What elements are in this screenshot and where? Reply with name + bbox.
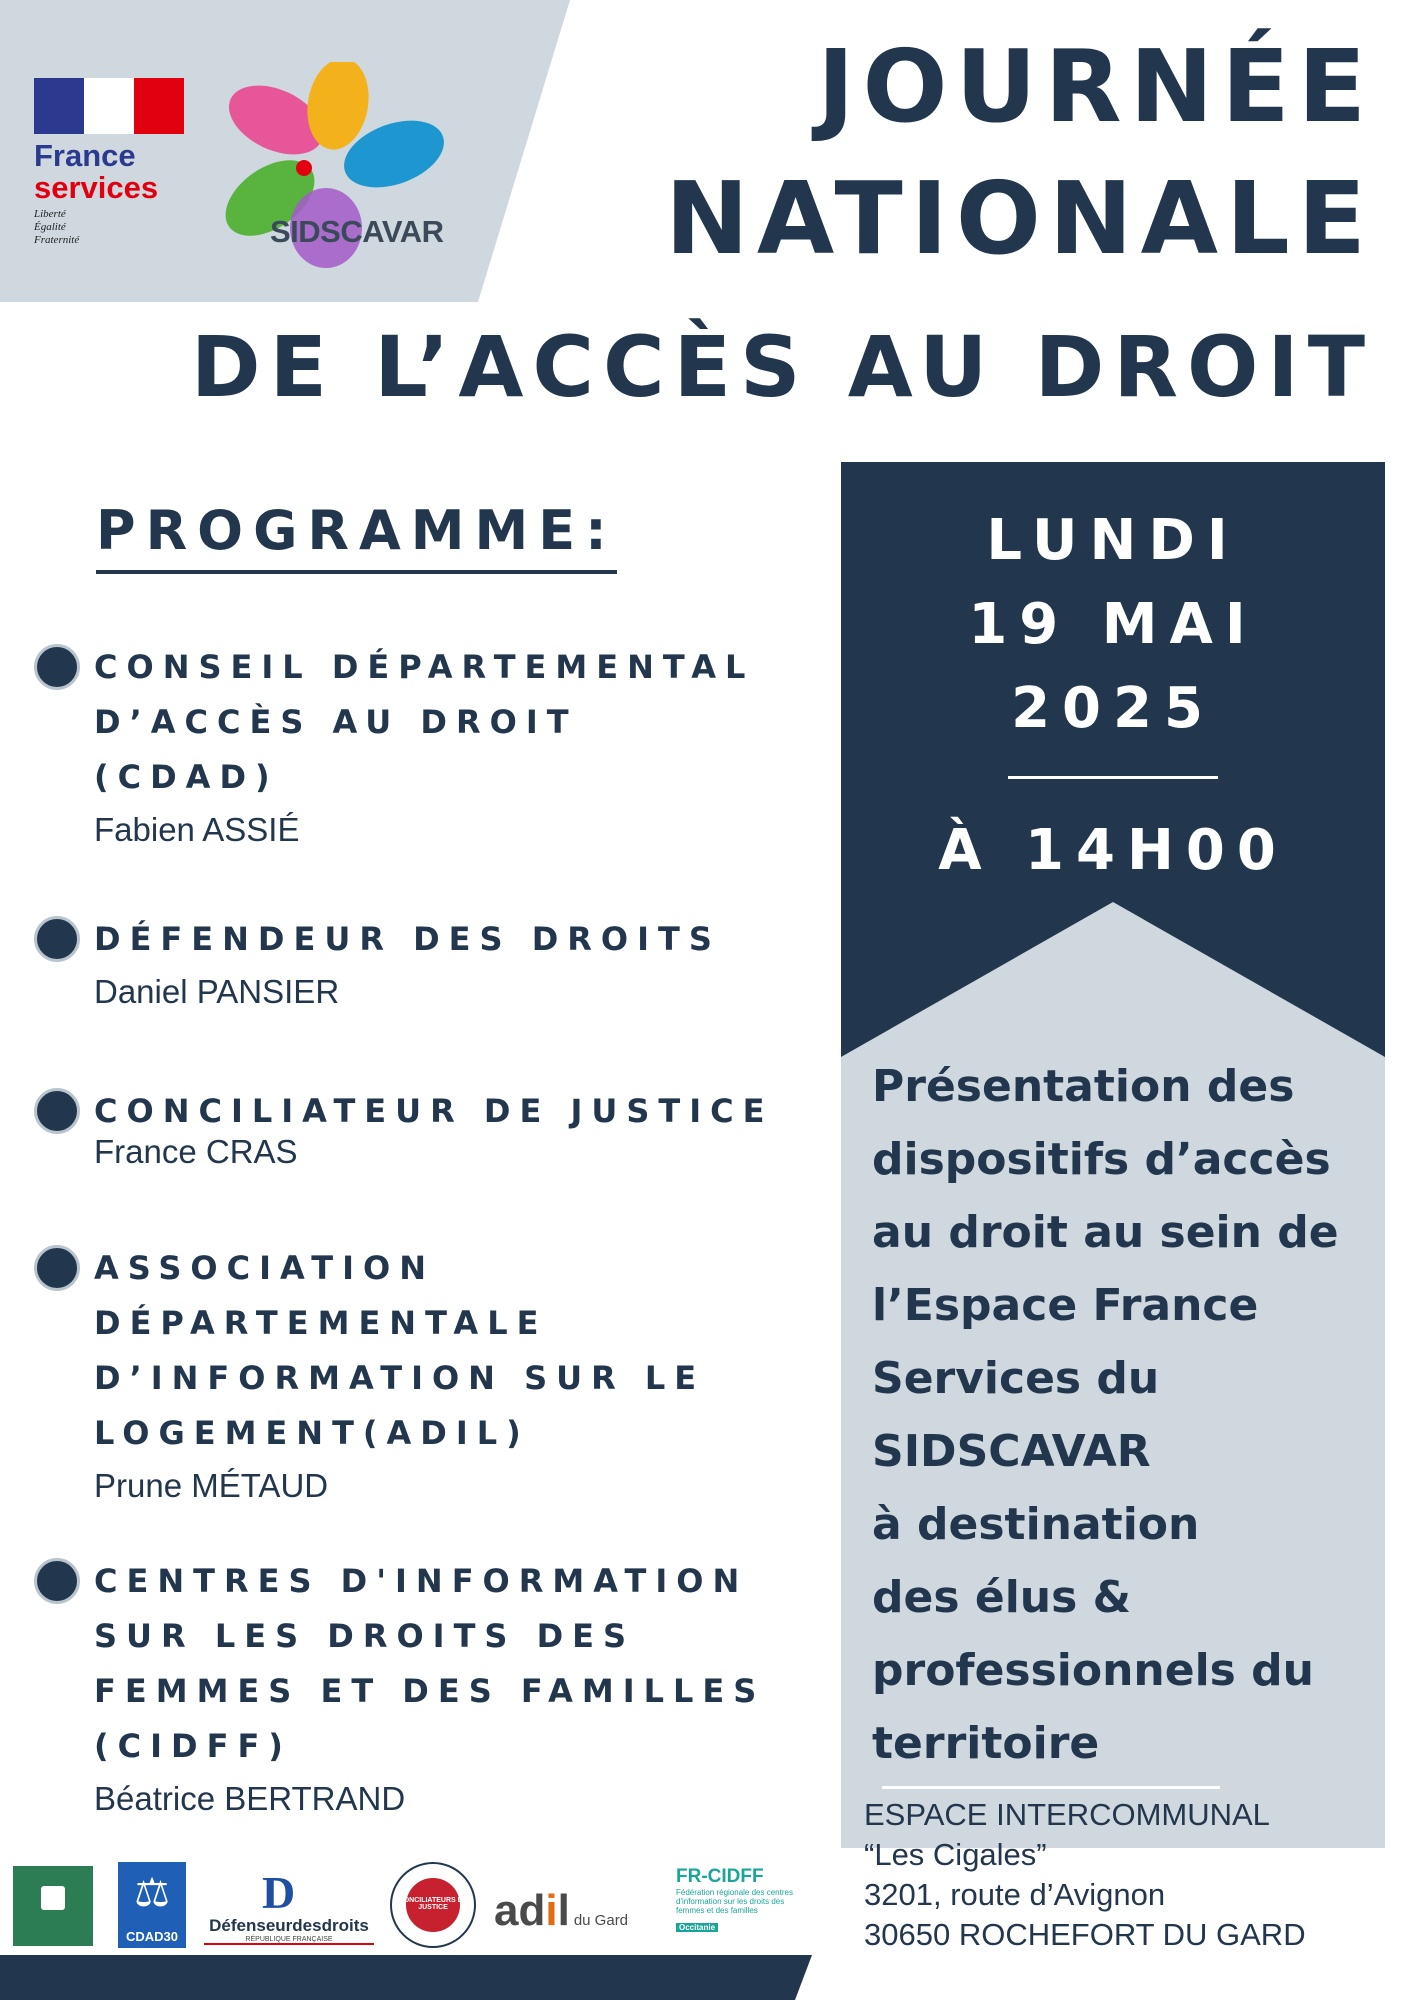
programme-item-title: DÉFENDEUR DES DROITS xyxy=(94,920,721,958)
programme-item-title: ASSOCIATION DÉPARTEMENTALE D’INFORMATION SUR LE LOGEMENT(ADIL) xyxy=(94,1249,706,1452)
bullet-icon xyxy=(34,1245,80,1291)
programme-heading: PROGRAMME: xyxy=(96,498,617,574)
event-day: LUNDI xyxy=(986,508,1240,573)
programme-item-person: France CRAS xyxy=(94,1133,298,1170)
bullet-icon xyxy=(34,1558,80,1604)
bullet-icon xyxy=(34,916,80,962)
programme-item-cdad xyxy=(34,640,814,849)
conciliateurs-label: CONCILIATEURS DE JUSTICE xyxy=(398,1897,468,1911)
programme-item-person: Daniel PANSIER xyxy=(94,973,340,1010)
cdad30-label: CDAD30 xyxy=(125,1929,178,1944)
programme-item-title: CONSEIL DÉPARTEMENTAL D’ACCÈS AU DROIT (CDAD) xyxy=(94,648,755,796)
defenseur-des-droits-logo xyxy=(204,1867,374,1944)
programme-item-adil xyxy=(34,1241,814,1505)
fr-cidff-label: FR-CIDFF xyxy=(676,1866,764,1887)
title-line-3: DE L’ACCÈS AU DROIT xyxy=(190,318,1374,416)
sidscavar-wordmark: SIDSCAVAR xyxy=(270,214,444,249)
programme-item-title: CONCILIATEUR DE JUSTICE xyxy=(94,1092,774,1130)
programme-item-person: Fabien ASSIÉ xyxy=(94,811,300,848)
event-description: Présentation des dispositifs d’accès au droit au sein de l’Espace France Services du SIDSCAVAR à destination des élus & professionnels du territoire xyxy=(872,1061,1339,1769)
french-flag-icon xyxy=(34,78,184,134)
bullet-icon xyxy=(34,1088,80,1134)
programme-item-cidff xyxy=(34,1554,814,1818)
defenseur-label: Défenseurdesdroits xyxy=(209,1916,369,1935)
event-time: À 14H00 xyxy=(938,818,1288,883)
conciliateurs-de-justice-logo xyxy=(390,1862,476,1948)
fr-cidff-sub-label: Fédération régionale des centres d'information sur les droits des femmes et des familles xyxy=(676,1888,793,1915)
adil-du-gard-logo: adil du Gard xyxy=(494,1886,629,1935)
france-services-logo xyxy=(34,78,194,247)
justice-logo xyxy=(13,1866,93,1946)
programme-item-defenseur xyxy=(34,912,814,1011)
adil-gard-label: du Gard xyxy=(573,1912,629,1929)
bottom-bar xyxy=(0,1955,812,2000)
programme-item-conciliateur xyxy=(34,1084,814,1171)
republic-motto: Liberté Égalité Fraternité xyxy=(34,208,80,246)
event-date: 19 MAI xyxy=(968,592,1258,657)
date-divider xyxy=(1008,776,1218,779)
defenseur-d-icon: D xyxy=(262,1867,296,1918)
programme-item-person: Prune MÉTAUD xyxy=(94,1467,329,1504)
bullet-icon xyxy=(34,644,80,690)
event-year: 2025 xyxy=(1011,676,1215,741)
scales-icon: ⚖ xyxy=(134,1870,170,1916)
justice-emblem-icon xyxy=(41,1886,65,1910)
fr-cidff-logo xyxy=(676,1866,806,1946)
france-services-line1: France xyxy=(34,138,136,173)
fr-cidff-region: Occitanie xyxy=(676,1923,718,1932)
cdad30-logo xyxy=(118,1862,186,1948)
france-services-line2: services xyxy=(34,170,159,205)
programme-item-person: Béatrice BERTRAND xyxy=(94,1780,406,1817)
programme-item-title: CENTRES D'INFORMATION SUR LES DROITS DES FEMMES ET DES FAMILLES (CIDFF) xyxy=(94,1562,766,1765)
title-line-2: NATIONALE xyxy=(665,160,1374,277)
defenseur-sub-label: RÉPUBLIQUE FRANÇAISE xyxy=(204,1936,374,1945)
address-divider xyxy=(882,1786,1220,1789)
title-line-1: JOURNÉE xyxy=(817,28,1374,145)
event-address: ESPACE INTERCOMMUNAL “Les Cigales” 3201, route d’Avignon 30650 ROCHEFORT DU GARD xyxy=(864,1797,1306,1952)
